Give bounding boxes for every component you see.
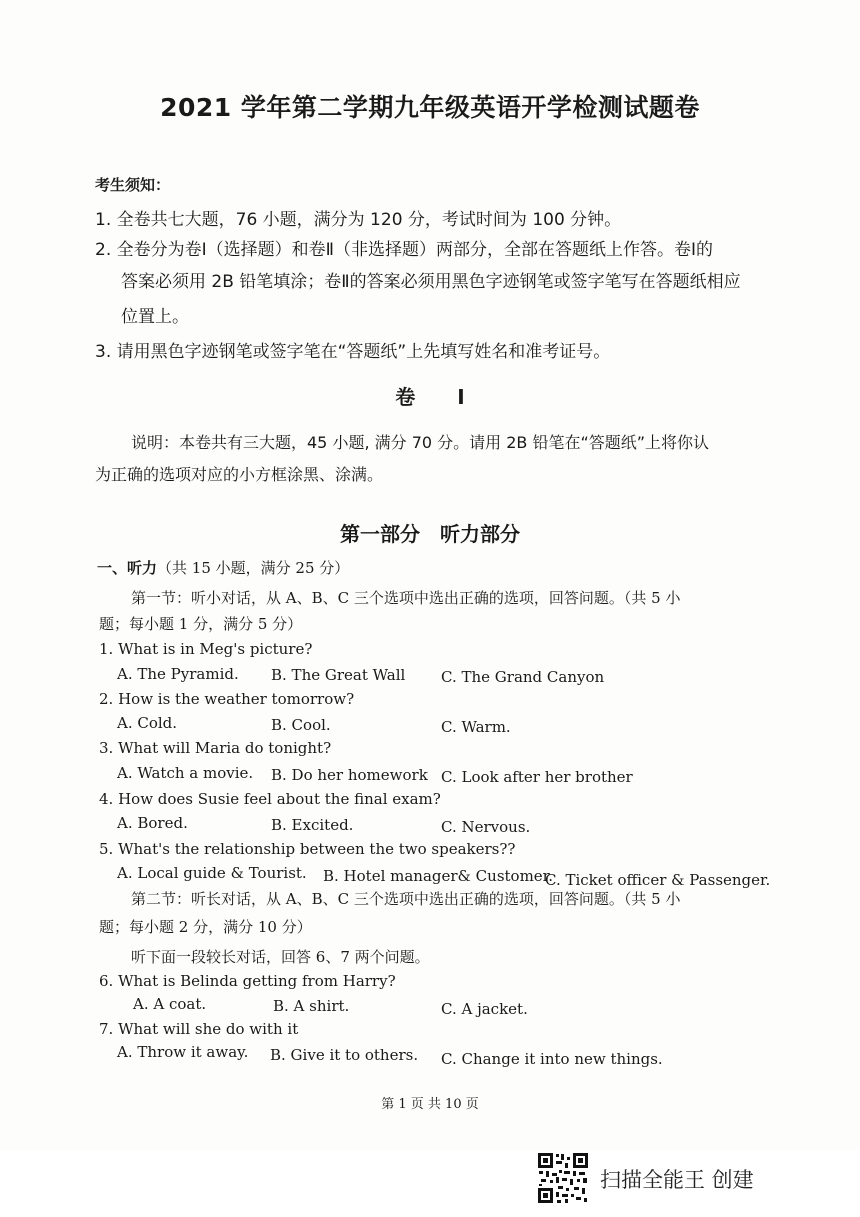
section1-line-1: 第一节：听小对话，从 A、B、C 三个选项中选出正确的选项，回答问题。（共 5 小: [131, 589, 681, 607]
question-2-option-c: C. Warm.: [441, 718, 511, 736]
section2-instruction: 听下面一段较长对话，回答 6、7 两个问题。: [131, 948, 430, 966]
question-5: 5. What's the relationship between the two speakers??: [99, 840, 516, 858]
question-2: 2. How is the weather tomorrow?: [99, 690, 355, 708]
listening-heading-bold: 一、听力: [97, 559, 158, 577]
notice-heading: 考生须知：: [95, 176, 171, 194]
question-7-option-a: A. Throw it away.: [117, 1043, 249, 1061]
volume-heading: [0, 381, 860, 410]
page-footer: 第 1 页 共 10 页: [381, 1097, 479, 1112]
question-6: 6. What is Belinda getting from Harry?: [99, 972, 396, 990]
scanner-watermark: 扫描全能王 创建: [600, 1168, 754, 1192]
volume-number: Ⅰ: [457, 385, 465, 409]
listening-heading: [97, 557, 349, 578]
question-1-option-b: B. The Great Wall: [271, 666, 406, 684]
question-4-option-c: C. Nervous.: [441, 818, 531, 836]
question-3-option-b: B. Do her homework: [271, 766, 428, 784]
part-title-a: 第一部分: [340, 522, 420, 546]
notice-line-4: 位置上。: [121, 307, 189, 327]
explanation-line-1: 说明：本卷共有三大题，45 小题, 满分 70 分。请用 2B 铅笔在“答题纸”上将你认: [131, 433, 710, 452]
notice-line-5: 3. 请用黑色字迹钢笔或签字笔在“答题纸”上先填写姓名和准考证号。: [95, 342, 611, 362]
qr-code-icon: [537, 1152, 589, 1204]
question-4: 4. How does Susie feel about the final exam?: [99, 790, 441, 808]
question-4-option-b: B. Excited.: [271, 816, 354, 834]
explanation-line-2: 为正确的选项对应的小方框涂黑、涂满。: [95, 465, 384, 484]
question-3-option-a: A. Watch a movie.: [117, 764, 254, 782]
question-6-option-a: A. A coat.: [133, 995, 207, 1013]
question-6-option-b: B. A shirt.: [273, 997, 350, 1015]
section2-line-1: 第二节：听长对话，从 A、B、C 三个选项中选出正确的选项，回答问题。（共 5 小: [131, 890, 681, 908]
question-1-option-a: A. The Pyramid.: [117, 665, 239, 683]
question-1: 1. What is in Meg's picture?: [99, 640, 313, 658]
exam-title: 2021 学年第二学期九年级英语开学检测试题卷: [160, 93, 700, 122]
question-5-option-b: B. Hotel manager& Customer.: [323, 867, 553, 885]
part-title-b: 听力部分: [440, 522, 520, 546]
question-2-option-b: B. Cool.: [271, 716, 331, 734]
question-3-option-c: C. Look after her brother: [441, 768, 633, 786]
question-6-option-c: C. A jacket.: [441, 1000, 528, 1018]
volume-label: 卷: [395, 385, 416, 409]
notice-line-2: 2. 全卷分为卷Ⅰ（选择题）和卷Ⅱ（非选择题）两部分，全部在答题纸上作答。卷Ⅰ的: [95, 240, 714, 260]
question-7-option-c: C. Change it into new things.: [441, 1050, 663, 1068]
question-5-option-c: C. Ticket officer & Passenger.: [545, 871, 771, 889]
question-7: 7. What will she do with it: [99, 1020, 299, 1038]
section2-line-2: 题；每小题 2 分，满分 10 分）: [99, 918, 312, 936]
section1-line-2: 题；每小题 1 分，满分 5 分）: [99, 615, 303, 633]
notice-line-1: 1. 全卷共七大题，76 小题，满分为 120 分，考试时间为 100 分钟。: [95, 210, 622, 230]
listening-heading-rest: （共 15 小题，满分 25 分）: [157, 559, 350, 577]
question-7-option-b: B. Give it to others.: [270, 1046, 419, 1064]
question-3: 3. What will Maria do tonight?: [99, 739, 332, 757]
question-4-option-a: A. Bored.: [117, 814, 188, 832]
question-2-option-a: A. Cold.: [117, 714, 178, 732]
question-5-option-a: A. Local guide & Tourist.: [117, 864, 307, 882]
question-1-option-c: C. The Grand Canyon: [441, 668, 605, 686]
notice-line-3: 答案必须用 2B 铅笔填涂；卷Ⅱ的答案必须用黑色字迹钢笔或签字笔写在答题纸相应: [121, 272, 741, 292]
part-title: [0, 518, 860, 547]
